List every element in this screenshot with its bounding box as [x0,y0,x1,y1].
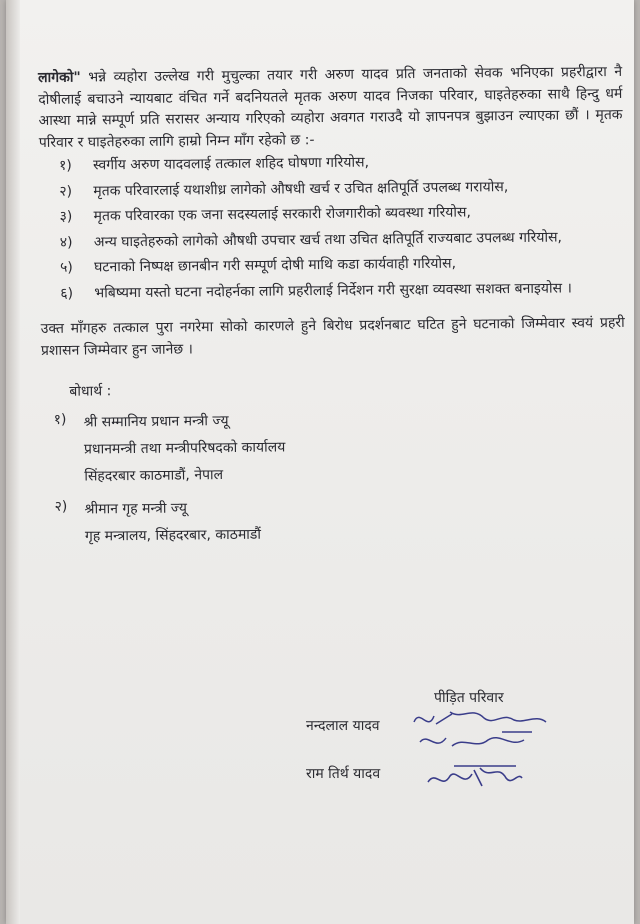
cc-number: २) [54,498,68,515]
cc-recipient [54,403,627,490]
cc-line: सिंहदरबार काठमाडौं, नेपाल [84,466,224,485]
demand-item [40,252,624,280]
signatories-heading: पीड़ित परिवार [434,690,504,706]
demand-text: मृतक परिवारलाई यथाशीध्र लागेको औषधी खर्च र उचित क्षतिपूर्ति उपलब्ध गरायोस, [93,178,509,199]
opening-text: भन्ने व्यहोरा उल्लेख गरी मुचुल्का तयार गरी अरुण यादव प्रति जनताको सेवक भनिएका प्रहरीद्वारा नै दोषीलाई बचाउने न्यायबाट वंचित गर्ने बदनियतले मृतक अरुण यादव निजका परिवार, घाइतेहरुका साथै हिन्दु धर्म आस्था मान्ने सम्पूर्ण प्रति सरासर अन्याय गरिएको व्यहोरा अवगत गराउदै यो ज्ञापनपत्र बुझाउन ल्याएका छौं । मृतक परिवार र घाइतेहरुका लागि हाम्रो निम्न माँग रहेको छ :- [38,63,623,151]
handwritten-signature [424,760,524,796]
demand-number: ६) [60,285,74,302]
demand-item [39,150,623,178]
demand-text: घटनाको निष्पक्ष छानबीन गरी सम्पूर्ण दोषी माथि कडा कार्यवाही गरियोस, [94,255,457,276]
cc-line: श्रीमान गृह मन्त्री ज्यू [84,499,188,518]
demand-number: ४) [59,234,73,251]
letter-body [38,62,627,551]
demand-number: १) [58,157,72,174]
cc-number: १) [53,411,67,428]
cc-line: गृह मन्त्रालय, सिंहदरबार, काठमाडौं [84,526,262,545]
signatory-name: राम तिर्थ यादव [306,766,381,782]
demand-item [39,175,623,203]
cc-recipient [54,490,627,550]
demand-text: अन्य घाइतेहरुको लागेको औषधी उपचार खर्च तथा उचित क्षतिपूर्ति राज्यबाट उपलब्ध गरियोस, [93,229,563,250]
opening-paragraph [38,62,623,154]
demand-number: ३) [59,208,73,225]
signatory-name: नन्दलाल यादव [306,718,380,734]
demand-item [39,201,623,229]
demand-number: ५) [60,259,73,276]
paper-sheet [6,0,634,924]
demand-text: मृतक परिवारका एक जना सदस्यलाई सरकारी रोजगारीको ब्यवस्था गरियोस, [93,204,472,225]
opening-bold-word: लागेको" [38,69,81,86]
demand-text: स्वर्गीय अरुण यादवलाई तत्काल शहिद घोषणा गरियोस, [92,154,370,174]
demand-item [40,226,624,254]
handwritten-signature [406,702,556,762]
demand-item [40,277,624,305]
closing-paragraph: उक्त माँगहरु तत्काल पुरा नगरेमा सोको कारणले हुने बिरोध प्रदर्शनबाट घटित हुने घटनाको जिम्मेवार स्वयं प्रहरी प्रशासन जिम्मेवार हुन जानेछ । [40,314,625,359]
cc-line: श्री सम्मानिय प्रधान मन्त्री ज्यू [83,412,229,431]
demands-list [39,150,625,305]
cc-heading: बोधार्थ : [69,383,112,400]
demand-text: भबिष्यमा यस्तो घटना नदोहर्नका लागि प्रहरीलाई निर्देशन गरी सुरक्षा व्यवस्था सशक्त बनाइयोस । [94,279,572,301]
demand-number: २) [59,183,73,200]
page-edge-shadow [6,0,20,924]
cc-line: प्रधानमन्त्री तथा मन्त्रीपरिषदको कार्यालय [83,438,286,458]
